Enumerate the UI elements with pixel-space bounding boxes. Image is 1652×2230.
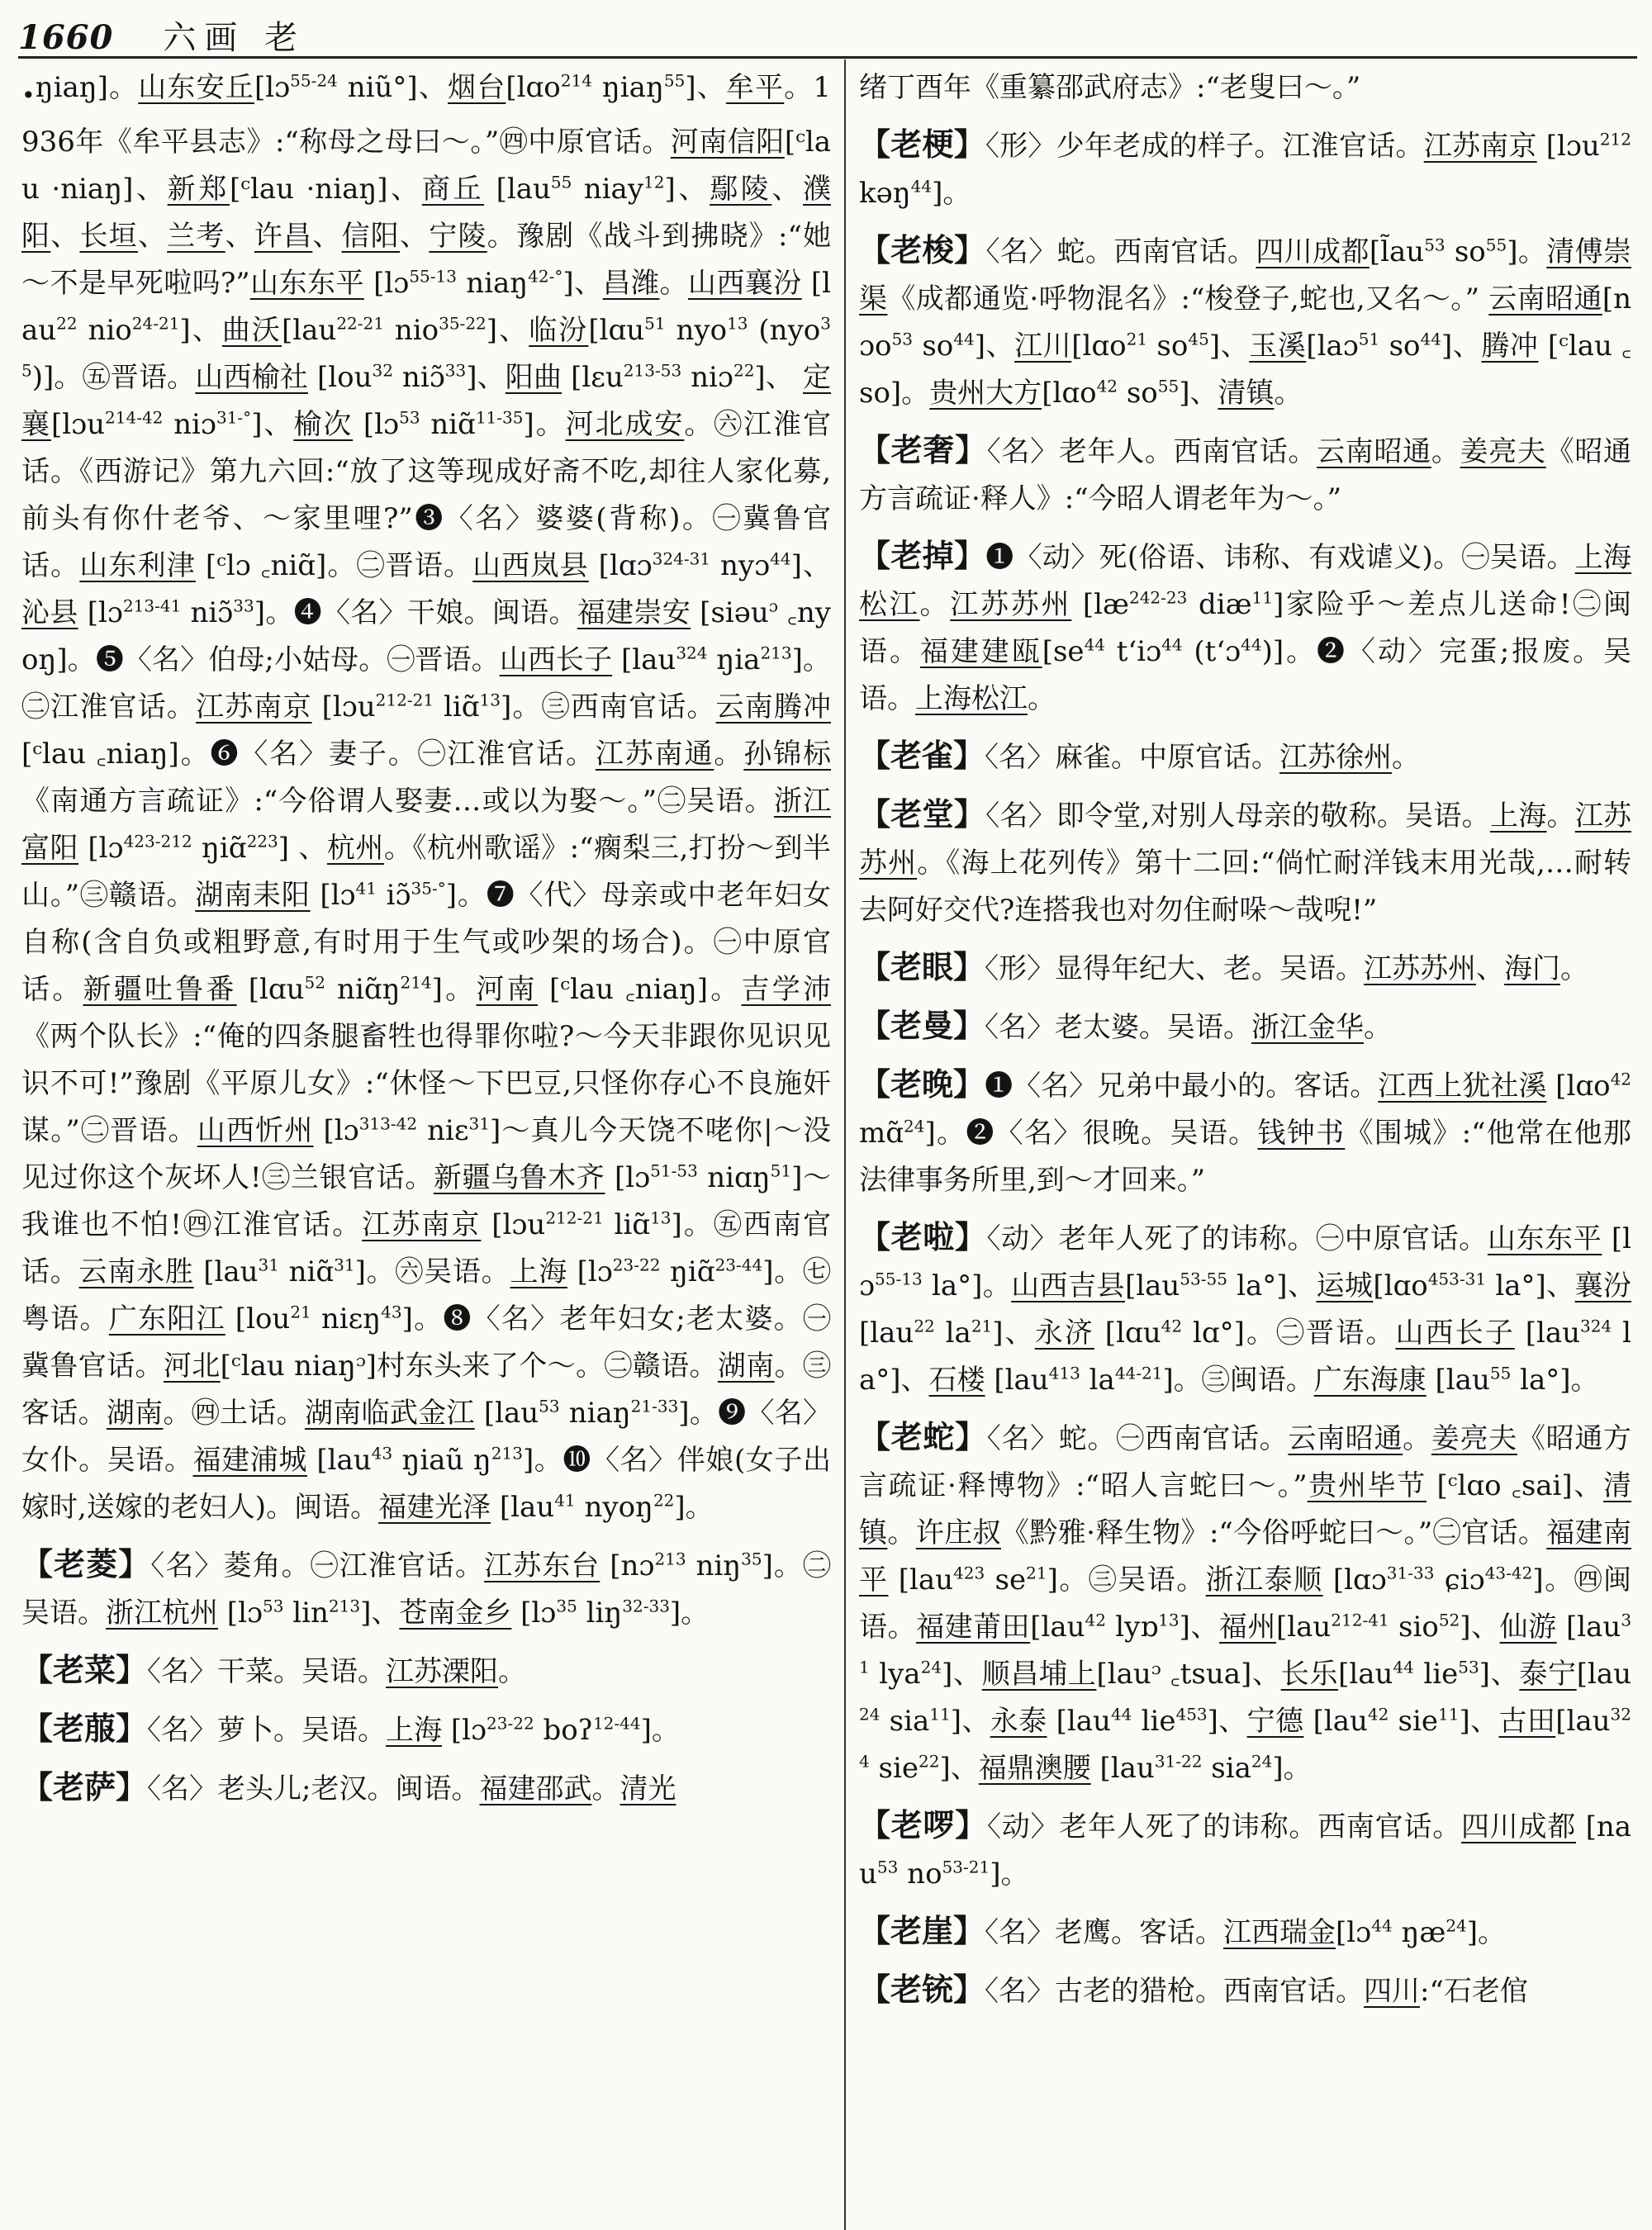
headword: 【老雀】 [859,738,985,774]
column-divider [844,59,846,2230]
running-title: 六画 老 [163,19,306,57]
entry-laosuo [859,227,1631,417]
headword: 【老堂】 [859,796,986,833]
entry-laotang [859,791,1631,934]
entry-definition: 〈动〉老年人死了的讳称。㊀中原官话。山东东平 [lɔ$^{55-13}$ la°]。山西吉县[lau$^{53-55}$ la°]、运城[lɑo$^{453-31}$ la°]、襄汾 [lau$^{22}$ $la^{21}$]、永济 [lɑu$^{42}$ lɑ°]。㊁晋语。山西长子 [lau$^{324}$ la°]、石楼 [lau$^{413}$ $la^{44-21}$]。㊂闽语。广东海康 [lau$^{55}$ la°]。 [859,1222,1632,1397]
entry-definition: 〈名〉古老的猎枪。西南官话。四川:“石老倌 [985,1975,1528,2008]
headword: 【老菱】 [21,1545,151,1582]
headword: 【老奢】 [859,432,987,468]
entry-definition: 〈名〉菱角。㊀江淮官话。江苏东台 [nɔ$^{213}$ niŋ$^{35}$]。㊁吴语。浙江杭州 [lɔ$^{53}$ lin$^{213}$]、苍南金乡 [lɔ$^{35}$ liŋ$^{32-33}$]。 [21,1549,831,1630]
left-column [21,64,831,1823]
entry-right-cont [859,64,1631,112]
entry-definition: 〈形〉显得年纪大、老。吴语。江苏苏州、海门。 [985,952,1589,985]
entry-definition: 〈形〉少年老成的样子。江淮官话。江苏南京 [lɔu$^{212}$ kəŋ$^{44}$]。 [859,129,1631,210]
headword: 【老曼】 [859,1008,985,1044]
entry-laoque [859,733,1631,781]
headword: 【老啰】 [859,1807,988,1843]
entry-definition: 〈名〉老太婆。吴语。浙江金华。 [985,1011,1393,1044]
entry-definition: 〈名〉老鹰。客话。江西瑞金[lɔ$^{44}$ $ŋæ^{24}$]。 [985,1915,1507,1949]
entry-definition: $_•$ŋiaŋ]。山东安丘[lɔ$^{55-24}$ niũ°]、烟台[lɑo$^{214}$ ŋiaŋ$^{55}$]、牟平。1936年《牟平县志》:“称母之母曰～。”㊃中原官话。河南信阳[ᶜlau ·niaŋ]、新郑[ᶜlau ·niaŋ]、商丘 [lau$^{55}$ niay$^{12}$]、鄢陵、濮阳、长垣、兰考、许昌、信阳、宁陵。豫剧《战斗到拂晓》:“她～不是早死啦吗?”山东东平 [lɔ$^{55-13}$ niaŋ$^{42-^\circ}$]、昌潍。山西襄汾 [lau$^{22}$ nio$^{24-21}$]、曲沃[lau$^{22-21}$ nio$^{35-22}$]、临汾[lɑu$^{51}$ nyo$^{13}$ (nyo$^{35}$)]。㊄晋语。山西榆社 [lou$^{32}$ niɔ̃$^{33}$]、阳曲 [lɛu$^{213-53}$ niɔ$^{22}$]、 定襄[lɔu$^{214-42}$ niɔ$^{31-^\circ}$]、榆次 [lɔ$^{53}$ niɑ̃$^{11-35}$]。河北成安。㊅江淮官话。《西游记》第九六回:“放了这等现成好斋不吃,却往人家化募,前头有你什老爷、～家里哩?”❸〈名〉婆婆(背称)。㊀冀鲁官话。山东利津 [ᶜlɔ ꜀niɑ̃]。㊁晋语。山西岚县 [lɑɔ$^{324-31}$ nyɔ$^{44}$]、沁县 [lɔ$^{213-41}$ niɔ̃$^{33}$]。❹〈名〉干娘。闽语。福建崇安 [siəu$^ɔ$ ꜀nyoŋ]。❺〈名〉伯母;小姑母。㊀晋语。山西长子 [lau$^{324}$ ŋia$^{213}$]。㊁江淮官话。江苏南京 [lɔu$^{212-21}$ liɑ̃$^{13}$]。㊂西南官话。云南腾冲 [ᶜlau ꜀niaŋ]。❻〈名〉妻子。㊀江淮官话。江苏南通。孙锦标《南通方言疏证》:“今俗谓人娶妻…或以为娶～。”㊁吴语。浙江富阳 [lɔ$^{423-212}$ ŋiɑ̃$^{223}$] 、杭州。《杭州歌谣》:“瘸梨三,打扮～到半山。”㊂赣语。湖南耒阳 [lɔ$^{41}$ iɔ̃$^{35-^\circ}$]。❼〈代〉母亲或中老年妇女自称(含自负或粗野意,有时用于生气或吵架的场合)。㊀中原官话。新疆吐鲁番 [lɑu$^{52}$ $niɑ̃ŋ^{214}$]。河南 [ᶜlau ꜀niaŋ]。吉学沛《两个队长》:“俺的四条腿畜牲也得罪你啦?～今天非跟你见识见识不可!”豫剧《平原儿女》:“休怪～下巴豆,只怪你存心不良施奸谋。”㊁晋语。山西忻州 [lɔ$^{313-42}$ niɛ$^{31}$]～真儿今天饶不咾你|～没见过你这个灰坏人!㊂兰银官话。新疆乌鲁木齐 [lɔ$^{51-53}$ niɑŋ$^{51}$]～我谁也不怕!㊃江淮官话。江苏南京 [lɔu$^{212-21}$ liɑ̃$^{13}$]。㊄西南官话。云南永胜 [lau$^{31}$ niɑ̃$^{31}$]。㊅吴语。上海 [lɔ$^{23-22}$ ŋiɑ̃$^{23-44}$]。㊆粤语。广东阳江 [lou$^{21}$ niɛŋ$^{43}$]。❽〈名〉老年妇女;老太婆。㊀冀鲁官话。河北[ᶜlau niaŋᵓ]村东头来了个～。㊁赣语。湖南。㊂客话。湖南。㊃土话。湖南临武金江 [lau$^{53}$ niaŋ$^{21-33}$]。❾〈名〉女仆。吴语。福建浦城 [lau$^{43}$ ŋiaũ $ŋ^{213}$]。❿〈名〉伴娘(女子出嫁时,送嫁的老妇人)。闽语。福建光泽 [lau$^{41}$ nyoŋ$^{22}$]。 [21,70,832,1524]
entry-laoling [21,1541,831,1637]
entry-definition: 〈名〉干菜。吴语。江苏溧阳。 [147,1654,527,1688]
entry-laoman [859,1003,1631,1051]
headword: 【老菔】 [21,1710,148,1747]
headword: 【老梭】 [859,232,986,268]
entry-laochong [859,1967,1631,2015]
entry-laocai [21,1647,831,1696]
entry-laoshe [859,427,1631,523]
headword: 【老啦】 [859,1219,987,1255]
entry-laoya [859,1908,1631,1957]
entry-definition: 〈动〉老年人死了的讳称。西南官话。四川成都 [nau$^{53}$ $no^{53-21}$]。 [859,1810,1631,1891]
entry-definition: 绪丁酉年《重纂邵武府志》:“老叟曰～。” [859,71,1361,104]
headword: 【老蛇】 [859,1419,987,1455]
entry-definition: 〈名〉即令堂,对别人母亲的敬称。吴语。上海。江苏苏州。《海上花列传》第十二回:“倘忙耐洋钱末用光哉,…耐转去阿好交代?连搭我也对勿住耐哚～哉唲!” [859,799,1631,927]
headword: 【老晚】 [859,1066,985,1103]
headword: 【老梗】 [859,126,985,163]
headword: 【老菜】 [21,1651,148,1688]
header-rule [18,56,1637,59]
entry-laoshe2 [859,1414,1631,1792]
entry-definition: 〈名〉老年人。西南官话。云南昭通。姜亮夫《昭通方言疏证·释人》:“今昭人谓老年为～。” [859,435,1632,515]
entry-left-cont [21,64,831,1531]
entry-laofu [21,1706,831,1754]
entry-laola [859,1214,1631,1404]
right-column [859,64,1631,2025]
entry-definition: ❶〈动〉死(俗语、讳称、有戏谑义)。㊀吴语。上海松江。江苏苏州 [$læ^{242-23}$ diæ$^{11}$]家险乎～差点儿送命!㊁闽语。福建建瓯[$se^{44}$ tʻiɔ$^{44}$ (tʻɔ$^{44}$)]。❷〈动〉完蛋;报废。吴语。上海松江。 [859,541,1632,715]
entry-laowan [859,1061,1631,1204]
page-number: 1660 [18,18,114,57]
headword: 【老萨】 [21,1768,148,1805]
headword: 【老掉】 [859,538,986,574]
entry-definition: 〈名〉麻雀。中原官话。江苏徐州。 [985,741,1421,774]
headword: 【老崖】 [859,1913,985,1949]
entry-laosa [21,1764,831,1813]
entry-definition: 〈名〉蛇。㊀西南官话。云南昭通。姜亮夫《昭通方言疏证·释博物》:“昭人言蛇曰～。”贵州毕节 [ᶜlɑo ꜀sai]、清镇。许庄叔《黔雅·释生物》:“今俗呼蛇曰～。”㊁官话。福建南平 [lau$^{423}$ $se^{21}$]。㊂吴语。浙江泰顺 [lɑɔ$^{31-33}$ ɕiɔ$^{43-42}$]。㊃闽语。福建莆田[lau$^{42}$ lyɒ$^{13}$]、福州[lau$^{212-41}$ sio$^{52}$]、仙游 [lau$^{31}$ lya$^{24}$]、顺昌埔上[lauᵓ ꜀tsua]、长乐[lau$^{44}$ lie$^{53}$]、泰宁[lau$^{24}$ sia$^{11}$]、永泰 [lau$^{44}$ lie$^{453}$]、宁德 [lau$^{42}$ sie$^{11}$]、古田[lau$^{324}$ sie$^{22}$]、福鼎澳腰 [lau$^{31-22}$ sia$^{24}$]。 [859,1422,1632,1785]
entry-definition: 〈名〉萝卜。吴语。上海 [lɔ$^{23-22}$ boʔ$^{12-44}$]。 [147,1713,680,1747]
entry-laogeng [859,121,1631,217]
entry-definition: 〈名〉蛇。西南官话。四川成都[$l̃au^{53}$ $so^{55}$]。清傅崇渠《成都通览·呼物混名》:“梭登子,蛇也,又名～。” 云南昭通[nɔo$^{53}$ $so^{44}$]、江川[lɑo$^{21}$ $so^{45}$]、玉溪[laɔ$^{51}$ $so^{44}$]、腾冲 [ᶜlau ꜀so]。贵州大方[lɑo$^{42}$ $so^{55}$]、清镇。 [859,235,1632,410]
entry-laoluo [859,1802,1631,1898]
headword: 【老眼】 [859,949,985,985]
headword: 【老铳】 [859,1971,985,2008]
entry-laodiao [859,533,1631,723]
entry-laoyan [859,944,1631,993]
entry-definition: 〈名〉老头儿;老汉。闽语。福建邵武。清光 [147,1772,676,1805]
entry-definition: ❶〈名〉兄弟中最小的。客话。江西上犹社溪 [lɑo$^{42}$ mɑ̃$^{24}$]。❷〈名〉很晚。吴语。钱钟书《围城》:“他常在他那法律事务所里,到～才回来。” [859,1069,1632,1197]
page-header [18,12,306,59]
